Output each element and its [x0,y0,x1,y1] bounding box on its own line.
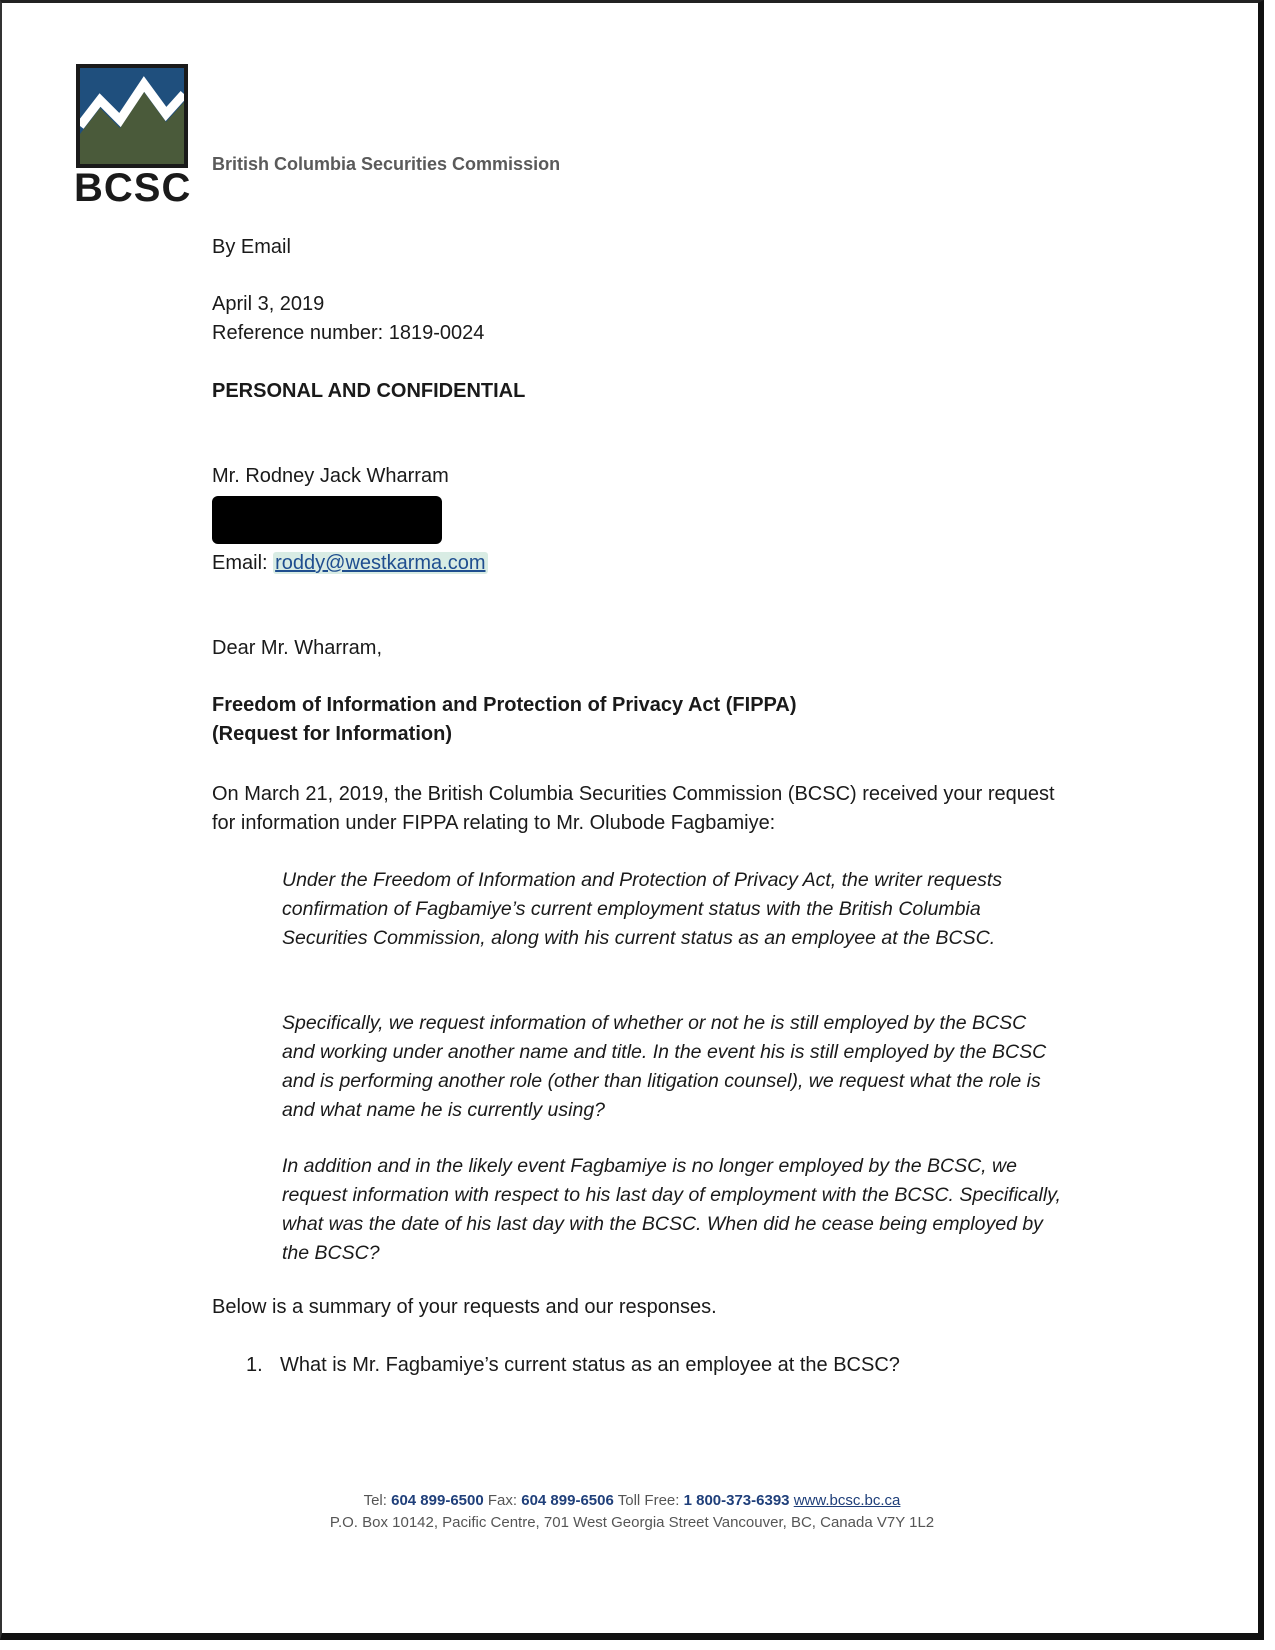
logo-wordmark: BCSC [74,166,192,210]
tel-label: Tel: [363,1492,387,1509]
email-label: Email: [212,552,274,574]
website-link[interactable]: www.bcsc.bc.ca [793,1492,901,1509]
delivery-method: By Email [212,236,291,258]
quoted-request-3: In addition and in the likely event Fagbamiye is no longer employed by the BCSC, we request information with respect to his last day of employment with the BCSC. Specifically, what was the date of his last day with the BCSC. When did he cease being employed by the BCSC? [282,1155,1061,1264]
summary-text: Below is a summary of your requests and our responses. [212,1296,717,1318]
subject-line-1: Freedom of Information and Protection of Privacy Act (FIPPA) [212,694,797,716]
quoted-request-1: Under the Freedom of Information and Protection of Privacy Act, the writer requests confirmation of Fagbamiye’s current employment status with the British Columbia Securities Commission, along with his current status as an employee at the BCSC. [282,869,1003,949]
list-number: 1. [246,1354,263,1376]
intro-paragraph: On March 21, 2019, the British Columbia Securities Commission (BCSC) received your request for information under FIPPA relating to Mr. Olubode Fagbamiye: [212,783,1055,834]
reference-number: Reference number: 1819-0024 [212,322,485,344]
quoted-request-2: Specifically, we request information of whether or not he is still employed by the BCSC and working under another name and title. In the event his is still employed by the BCSC and is performing another role (other than litigation counsel), we request what the role is and what name he is currently using? [282,1012,1047,1121]
redacted-address-block [212,496,442,544]
list-item [246,1354,900,1377]
footer-contact-line [0,1492,1264,1509]
subject-line-2: (Request for Information) [212,723,452,745]
footer-address: P.O. Box 10142, Pacific Centre, 701 West Georgia Street Vancouver, BC, Canada V7Y 1L2 [329,1514,935,1531]
tollfree-number: 1 800-373-6393 [683,1492,790,1509]
salutation: Dear Mr. Wharram, [212,637,383,659]
fax-label: Fax: [487,1492,518,1509]
bcsc-logo-icon [76,64,188,168]
recipient-email-line [212,552,488,575]
tollfree-label: Toll Free: [617,1492,680,1509]
email-link[interactable]: roddy@westkarma.com [275,552,486,574]
confidential-notice: PERSONAL AND CONFIDENTIAL [212,380,526,402]
organization-name: British Columbia Securities Commission [212,154,561,174]
recipient-name: Mr. Rodney Jack Wharram [212,465,449,487]
tel-number: 604 899-6500 [391,1492,484,1509]
list-text: What is Mr. Fagbamiye’s current status as an employee at the BCSC? [280,1354,900,1376]
letter-date: April 3, 2019 [212,293,325,315]
fax-number: 604 899-6506 [521,1492,614,1509]
